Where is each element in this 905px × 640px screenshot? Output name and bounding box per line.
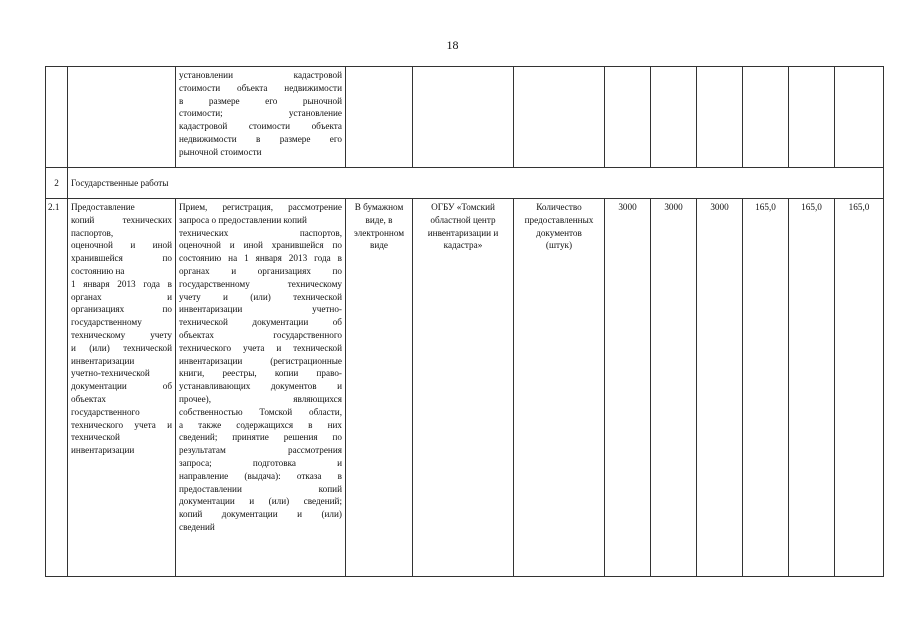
text-line: органах и — [71, 291, 172, 302]
table-row-section — [46, 168, 884, 199]
section-title: Государственные работы — [68, 168, 884, 199]
text-line: технической документации об — [179, 317, 342, 328]
text-line: устанавливающих документов и — [179, 381, 342, 392]
cell-work-content — [176, 199, 346, 577]
text-line: кадастровой стоимости объекта — [179, 121, 342, 132]
text-line: недвижимости в размере его — [179, 133, 342, 144]
text-line: стоимости; установление — [179, 108, 342, 119]
text-line: учету и (или) технической — [179, 291, 342, 302]
work-content-lines — [179, 201, 342, 534]
cell-content-continuation — [176, 67, 346, 168]
text-line: органах и организациях по — [179, 265, 342, 276]
cell-empty — [68, 67, 176, 168]
cell-empty — [605, 67, 651, 168]
text-line: собственностью Томской области, — [179, 406, 342, 417]
text-line: в размере его рыночной — [179, 95, 342, 106]
text-line: хранившейся по — [71, 253, 172, 264]
text-line: книги, реестры, копии право- — [179, 368, 342, 379]
text-line: инвентаризации — [71, 355, 135, 366]
text-line: технической — [71, 432, 120, 443]
table-row-2-1 — [46, 199, 884, 577]
text-line: технического учета и технической — [179, 342, 342, 353]
cell-empty — [46, 67, 68, 168]
content-lines — [179, 69, 342, 159]
text-line: государственного — [71, 406, 140, 417]
cell-value: 3000 — [605, 199, 651, 577]
text-line: инвентаризации учетно- — [179, 304, 342, 315]
text-line: сведений; принятие решения по — [179, 432, 342, 443]
row-number: 2.1 — [46, 199, 68, 577]
text-line: и (или) технической — [71, 342, 172, 353]
text-line: результатам рассмотрения — [179, 445, 342, 456]
table-row-continuation — [46, 67, 884, 168]
text-line: стоимости объекта недвижимости — [179, 82, 342, 93]
text-line: организациях по — [71, 304, 172, 315]
cell-form: В бумажном виде, в электронном виде — [346, 199, 413, 577]
cell-empty — [835, 67, 884, 168]
services-table — [45, 66, 884, 577]
section-number: 2 — [46, 168, 68, 199]
page-number: 18 — [446, 38, 459, 52]
text-line: оценочной и иной — [71, 240, 172, 251]
text-line: техническому учету — [71, 329, 172, 340]
text-line: документации об — [71, 381, 172, 392]
text-line: копий документации и (или) — [179, 509, 342, 520]
text-line: государственному — [71, 317, 142, 328]
text-line: прочее), являющихся — [179, 393, 342, 404]
text-line: паспортов, — [71, 227, 114, 238]
text-line: запроса о предоставлении копий — [179, 214, 307, 225]
cell-value: 3000 — [697, 199, 743, 577]
text-line: объектах государственного — [179, 329, 342, 340]
text-line: инвентаризации (регистрационные — [179, 355, 342, 366]
cell-empty — [697, 67, 743, 168]
text-line: оценочной и иной хранившейся по — [179, 240, 342, 251]
cell-empty — [789, 67, 835, 168]
cell-empty — [651, 67, 697, 168]
text-line: а также содержащихся в них — [179, 419, 342, 430]
cell-value: 165,0 — [789, 199, 835, 577]
text-line: состоянию на 1 января 2013 года в — [179, 253, 342, 264]
text-line: сведений — [179, 521, 215, 532]
cell-value: 165,0 — [743, 199, 789, 577]
text-line: инвентаризации — [71, 445, 135, 456]
text-line: Прием, регистрация, рассмотрение — [179, 202, 342, 212]
work-name-lines — [71, 201, 172, 457]
text-line: направление (выдача): отказа в — [179, 470, 342, 481]
text-line: 1 января 2013 года в — [71, 278, 172, 289]
cell-value: 165,0 — [835, 199, 884, 577]
cell-empty — [743, 67, 789, 168]
cell-indicator: Количество предоставленных документов (штук) — [514, 199, 605, 577]
text-line: предоставлении копий — [179, 483, 342, 494]
cell-institution: ОГБУ «Томский областной центр инвентаризации и кадастра» — [413, 199, 514, 577]
text-line: копий технических — [71, 214, 172, 225]
text-line: технического учета и — [71, 419, 172, 430]
text-line: состоянию на — [71, 265, 125, 276]
cell-empty — [514, 67, 605, 168]
text-line: установлении кадастровой — [179, 70, 342, 80]
cell-empty — [346, 67, 413, 168]
text-line: государственному техническому — [179, 278, 342, 289]
text-line: документации и (или) сведений; — [179, 496, 342, 507]
text-line: запроса; подготовка и — [179, 457, 342, 468]
text-line: рыночной стоимости — [179, 146, 262, 157]
text-line: объектах — [71, 393, 107, 404]
text-line: технических паспортов, — [179, 227, 342, 238]
text-line: учетно-технической — [71, 368, 150, 379]
cell-value: 3000 — [651, 199, 697, 577]
cell-work-name — [68, 199, 176, 577]
text-line: Предоставление — [71, 202, 135, 212]
cell-empty — [413, 67, 514, 168]
